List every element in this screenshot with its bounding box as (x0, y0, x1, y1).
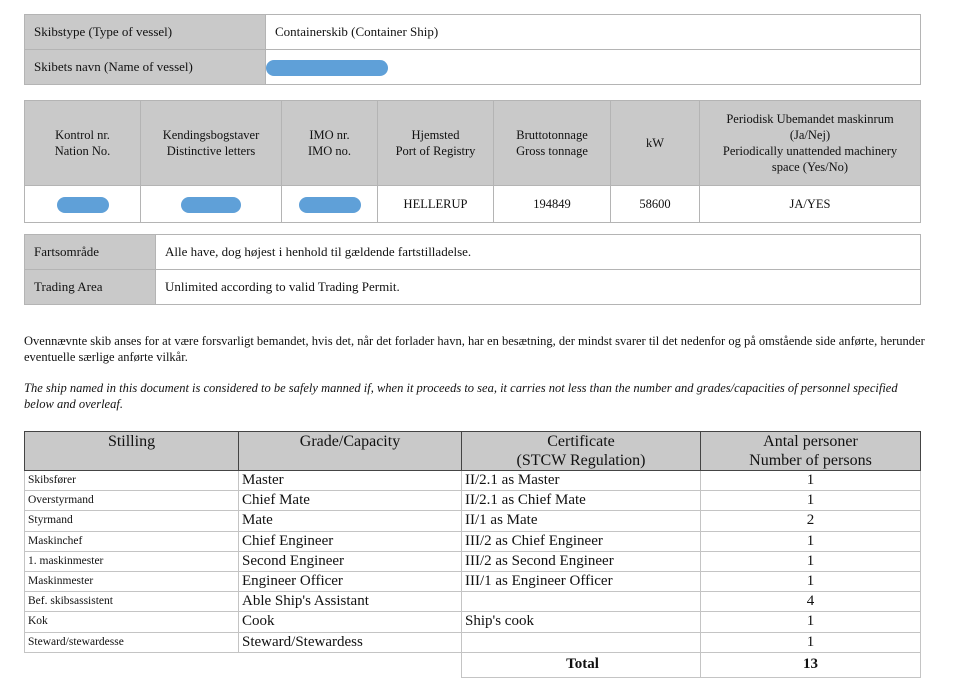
vessel-name-label: Skibets navn (Name of vessel) (25, 50, 266, 85)
trading-area-value-en: Unlimited according to valid Trading Permit. (156, 270, 921, 305)
header-nation-no (25, 101, 141, 186)
crew-row (25, 551, 921, 571)
redaction-mark (181, 197, 241, 213)
stilling-cell: Styrmand (25, 511, 239, 531)
count-cell: 1 (701, 571, 921, 591)
registry-value-row (25, 186, 921, 223)
total-value: 13 (701, 652, 921, 677)
nation-no-value (25, 186, 141, 223)
crew-table (24, 431, 921, 678)
header-kw (611, 101, 700, 186)
count-cell: 1 (701, 551, 921, 571)
stilling-cell: Bef. skibsassistent (25, 592, 239, 612)
registry-header-row (25, 101, 921, 186)
header-line: Distinctive letters (166, 144, 256, 158)
vessel-type-label: Skibstype (Type of vessel) (25, 15, 266, 50)
certificate-cell: III/2 as Chief Engineer (462, 531, 701, 551)
header-grade: Grade/Capacity (239, 432, 462, 471)
trading-area-label-da: Fartsområde (25, 235, 156, 270)
header-count (701, 432, 921, 471)
header-line: Gross tonnage (516, 144, 588, 158)
header-line: Bruttotonnage (516, 128, 588, 142)
crew-total-row (25, 652, 921, 677)
grade-cell: Chief Engineer (239, 531, 462, 551)
blank-cell (25, 652, 239, 677)
unattended-value: JA/YES (700, 186, 921, 223)
header-stilling: Stilling (25, 432, 239, 471)
gross-tonnage-value: 194849 (494, 186, 611, 223)
header-line: (Ja/Nej) (789, 128, 831, 142)
crew-row (25, 511, 921, 531)
grade-cell: Second Engineer (239, 551, 462, 571)
header-line: Periodically unattended machinery (722, 144, 898, 158)
header-line: space (Yes/No) (771, 160, 849, 174)
crew-row (25, 471, 921, 491)
header-line: Nation No. (54, 144, 111, 158)
certificate-cell: III/2 as Second Engineer (462, 551, 701, 571)
header-line: IMO nr. (309, 128, 350, 142)
stilling-cell: Maskinchef (25, 531, 239, 551)
header-line: Kendingsbogstaver (162, 128, 260, 142)
certificate-cell: II/2.1 as Master (462, 471, 701, 491)
kw-value: 58600 (611, 186, 700, 223)
header-line: Kontrol nr. (55, 128, 110, 142)
grade-cell: Mate (239, 511, 462, 531)
header-line: (STCW Regulation) (516, 452, 646, 469)
stilling-cell: Steward/stewardesse (25, 632, 239, 652)
crew-row (25, 531, 921, 551)
count-cell: 2 (701, 511, 921, 531)
stilling-cell: Skibsfører (25, 471, 239, 491)
count-cell: 1 (701, 531, 921, 551)
stilling-cell: Maskinmester (25, 571, 239, 591)
header-line: Certificate (547, 433, 615, 450)
header-certificate (462, 432, 701, 471)
header-imo-no (282, 101, 378, 186)
grade-cell: Chief Mate (239, 491, 462, 511)
vessel-name-row (25, 50, 921, 85)
stilling-cell: 1. maskinmester (25, 551, 239, 571)
crew-header-row (25, 432, 921, 471)
blank-cell (239, 652, 462, 677)
trading-area-en-row (25, 270, 921, 305)
certificate-cell: III/1 as Engineer Officer (462, 571, 701, 591)
stilling-cell: Kok (25, 612, 239, 632)
crew-row (25, 632, 921, 652)
grade-cell: Able Ship's Assistant (239, 592, 462, 612)
header-line: Port of Registry (395, 144, 476, 158)
header-line: IMO no. (307, 144, 352, 158)
port-value: HELLERUP (378, 186, 494, 223)
registry-table (24, 100, 921, 223)
trading-area-label-en: Trading Area (25, 270, 156, 305)
header-line: Antal personer (763, 433, 858, 450)
header-line: Periodisk Ubemandet maskinrum (726, 112, 894, 126)
imo-no-value (282, 186, 378, 223)
header-line: Hjemsted (411, 128, 460, 142)
header-gross-tonnage (494, 101, 611, 186)
crew-row (25, 592, 921, 612)
vessel-name-value (266, 50, 921, 85)
header-line: kW (645, 136, 665, 150)
redaction-mark (57, 197, 109, 213)
vessel-type-row (25, 15, 921, 50)
redaction-mark (266, 60, 388, 76)
vessel-table (24, 14, 921, 85)
header-line: Number of persons (749, 452, 872, 469)
stilling-cell: Overstyrmand (25, 491, 239, 511)
header-unattended-machinery (700, 101, 921, 186)
certificate-cell: II/1 as Mate (462, 511, 701, 531)
count-cell: 1 (701, 491, 921, 511)
trading-area-value-da: Alle have, dog højest i henhold til gældende fartstilladelse. (156, 235, 921, 270)
manning-statement-danish: Ovennævnte skib anses for at være forsvarligt bemandet, hvis det, når det forlader havn, har en besætning, der mindst svarer til det nedenfor og på omstående side anførte, herunder eventuelle særlige anførte vilkår. (24, 334, 925, 364)
grade-cell: Master (239, 471, 462, 491)
certificate-cell (462, 632, 701, 652)
crew-row (25, 612, 921, 632)
trading-area-da-row (25, 235, 921, 270)
trading-area-table (24, 234, 921, 305)
crew-rows (25, 471, 921, 653)
certificate-cell: Ship's cook (462, 612, 701, 632)
count-cell: 1 (701, 632, 921, 652)
grade-cell: Steward/Stewardess (239, 632, 462, 652)
crew-row (25, 571, 921, 591)
manning-statement-english: The ship named in this document is considered to be safely manned if, when it proceeds to sea, it carries not less than the number and grades/capacities of personnel specified below and overleaf. (24, 381, 898, 411)
count-cell: 1 (701, 612, 921, 632)
header-distinctive-letters (141, 101, 282, 186)
header-port-of-registry (378, 101, 494, 186)
certificate-cell (462, 592, 701, 612)
grade-cell: Cook (239, 612, 462, 632)
crew-row (25, 491, 921, 511)
vessel-type-value: Containerskib (Container Ship) (266, 15, 921, 50)
count-cell: 4 (701, 592, 921, 612)
distinctive-letters-value (141, 186, 282, 223)
redaction-mark (299, 197, 361, 213)
count-cell: 1 (701, 471, 921, 491)
certificate-cell: II/2.1 as Chief Mate (462, 491, 701, 511)
total-label: Total (462, 652, 701, 677)
grade-cell: Engineer Officer (239, 571, 462, 591)
